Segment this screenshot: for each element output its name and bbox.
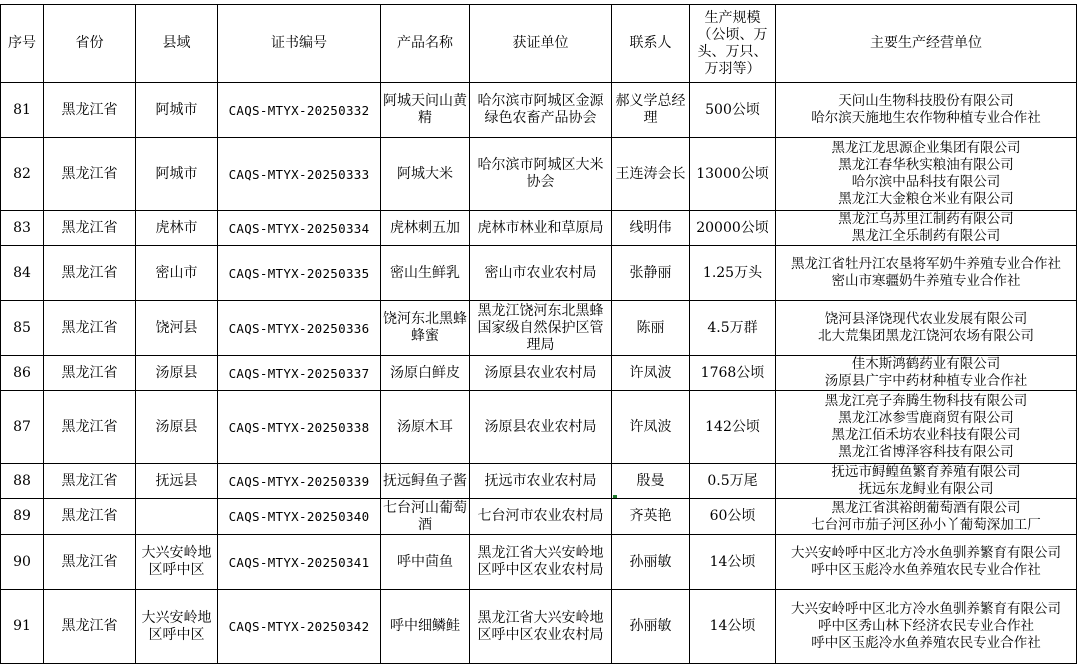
header-cell: 省份: [44, 5, 136, 83]
operator-name: 黑龙江大金粮仓米业有限公司: [838, 191, 1014, 207]
certified-unit-cell: 哈尔滨市阿城区金源绿色农畜产品协会: [470, 83, 612, 138]
province-cell: 黑龙江省: [44, 464, 136, 499]
product-name-cell: 呼中茴鱼: [381, 535, 470, 590]
row-number: 88: [1, 464, 44, 499]
county-cell: 大兴安岭地区呼中区: [136, 535, 218, 590]
scale-cell: 1.25万头: [690, 246, 776, 301]
table-body: [1, 83, 1077, 664]
row-number: 85: [1, 301, 44, 356]
table-row: [1, 356, 1077, 391]
operator-name: 哈尔滨天施地生农作物种植专业合作社: [811, 110, 1041, 126]
product-name-cell: 汤原木耳: [381, 391, 470, 464]
operator-name: 黑龙江省牡丹江农垦将军奶牛养殖专业合作社: [791, 256, 1061, 272]
county-cell: [136, 499, 218, 535]
cert-code-cell: CAQS-MTYX-20250336: [218, 301, 381, 356]
product-name-cell: 阿城大米: [381, 138, 470, 211]
certified-unit-cell: 哈尔滨市阿城区大米协会: [470, 138, 612, 211]
row-number: 81: [1, 83, 44, 138]
cert-code-cell: CAQS-MTYX-20250341: [218, 535, 381, 590]
product-name-cell: 呼中细鳞鲑: [381, 590, 470, 664]
operator-name: 黑龙江全乐制药有限公司: [851, 228, 1001, 244]
product-name-cell: 阿城天问山黄精: [381, 83, 470, 138]
scale-cell: 60公顷: [690, 499, 776, 535]
operator-name: 汤原县广宇中药材种植专业合作社: [824, 373, 1028, 389]
operator-name: 黑龙江佰禾坊农业科技有限公司: [831, 427, 1021, 443]
operator-name: 黑龙江春华秋实粮油有限公司: [838, 157, 1014, 173]
scale-cell: 20000公顷: [690, 211, 776, 246]
table-row: [1, 138, 1077, 211]
cert-code-cell: CAQS-MTYX-20250340: [218, 499, 381, 535]
certified-unit-cell: 汤原县农业农村局: [470, 391, 612, 464]
header-cell: 县域: [136, 5, 218, 83]
operators-cell: [776, 391, 1077, 464]
scale-cell: 13000公顷: [690, 138, 776, 211]
product-name-cell: 抚远鲟鱼子酱: [381, 464, 470, 499]
row-number: 82: [1, 138, 44, 211]
province-cell: 黑龙江省: [44, 301, 136, 356]
certified-unit-cell: 黑龙江省大兴安岭地区呼中区农业农村局: [470, 535, 612, 590]
operator-name: 呼中区玉彪冷水鱼养殖农民专业合作社: [811, 635, 1041, 651]
table-row: [1, 535, 1077, 590]
cert-code-cell: CAQS-MTYX-20250342: [218, 590, 381, 664]
cert-code-cell: CAQS-MTYX-20250338: [218, 391, 381, 464]
operator-name: 天问山生物科技股份有限公司: [838, 93, 1014, 109]
product-name-cell: 饶河东北黑蜂蜂蜜: [381, 301, 470, 356]
header-cell: 产品名称: [381, 5, 470, 83]
contact-cell: 许凤波: [612, 356, 690, 391]
contact-cell: 孙丽敏: [612, 535, 690, 590]
scale-cell: 500公顷: [690, 83, 776, 138]
contact-cell: 陈丽: [612, 301, 690, 356]
operator-name: 密山市寒疆奶牛养殖专业合作社: [831, 273, 1021, 289]
table-row: [1, 83, 1077, 138]
row-number: 90: [1, 535, 44, 590]
operators-cell: [776, 211, 1077, 246]
header-row: [1, 5, 1077, 83]
operator-name: 佳木斯鸿鹤药业有限公司: [851, 356, 1001, 372]
cert-code-cell: CAQS-MTYX-20250332: [218, 83, 381, 138]
county-cell: 饶河县: [136, 301, 218, 356]
certified-unit-cell: 黑龙江饶河东北黑蜂国家级自然保护区管理局: [470, 301, 612, 356]
table-row: [1, 301, 1077, 356]
cert-code-cell: CAQS-MTYX-20250339: [218, 464, 381, 499]
certified-unit-cell: 抚远市农业农村局: [470, 464, 612, 499]
table-row: [1, 464, 1077, 499]
contact-cell: 王连涛会长: [612, 138, 690, 211]
row-number: 84: [1, 246, 44, 301]
operator-name: 大兴安岭呼中区北方冷水鱼驯养繁育有限公司: [791, 601, 1061, 617]
certified-unit-cell: 虎林市林业和草原局: [470, 211, 612, 246]
county-cell: 阿城市: [136, 83, 218, 138]
operator-name: 大兴安岭呼中区北方冷水鱼驯养繁育有限公司: [791, 545, 1061, 561]
county-cell: 抚远县: [136, 464, 218, 499]
operators-cell: [776, 246, 1077, 301]
table-row: [1, 499, 1077, 535]
county-cell: 汤原县: [136, 356, 218, 391]
row-number: 86: [1, 356, 44, 391]
operator-name: 黑龙江龙思源企业集团有限公司: [831, 140, 1021, 156]
operator-name: 哈尔滨中品科技有限公司: [851, 174, 1001, 190]
table-row: [1, 211, 1077, 246]
cert-code-cell: CAQS-MTYX-20250333: [218, 138, 381, 211]
operator-name: 呼中区玉彪冷水鱼养殖农民专业合作社: [811, 562, 1041, 578]
county-cell: 大兴安岭地区呼中区: [136, 590, 218, 664]
province-cell: 黑龙江省: [44, 83, 136, 138]
operator-name: 抚远市鲟鳇鱼繁育养殖有限公司: [831, 464, 1021, 480]
operators-cell: [776, 356, 1077, 391]
certified-unit-cell: 七台河市农业农村局: [470, 499, 612, 535]
contact-cell: 线明伟: [612, 211, 690, 246]
product-name-cell: 七台河山葡萄酒: [381, 499, 470, 535]
operators-cell: [776, 499, 1077, 535]
operator-name: 北大荒集团黑龙江饶河农场有限公司: [818, 328, 1034, 344]
operator-name: 黑龙江冰参雪鹿商贸有限公司: [838, 410, 1014, 426]
operators-cell: [776, 138, 1077, 211]
scale-cell: 4.5万群: [690, 301, 776, 356]
cert-code-cell: CAQS-MTYX-20250337: [218, 356, 381, 391]
certificate-table: [0, 4, 1077, 664]
province-cell: 黑龙江省: [44, 211, 136, 246]
contact-cell: 孙丽敏: [612, 590, 690, 664]
operator-name: 呼中区秀山林下经济农民专业合作社: [818, 618, 1034, 634]
province-cell: 黑龙江省: [44, 246, 136, 301]
operator-name: 黑龙江亮子奔腾生物科技有限公司: [824, 393, 1028, 409]
contact-cell: 殷曼: [612, 464, 690, 499]
scale-cell: 14公顷: [690, 590, 776, 664]
table-row: [1, 246, 1077, 301]
header-cell: 获证单位: [470, 5, 612, 83]
product-name-cell: 密山生鲜乳: [381, 246, 470, 301]
province-cell: 黑龙江省: [44, 356, 136, 391]
row-number: 87: [1, 391, 44, 464]
certified-unit-cell: 黑龙江省大兴安岭地区呼中区农业农村局: [470, 590, 612, 664]
county-cell: 密山市: [136, 246, 218, 301]
county-cell: 阿城市: [136, 138, 218, 211]
table-row: [1, 391, 1077, 464]
operator-name: 抚远东龙鲟业有限公司: [858, 481, 994, 497]
operator-name: 饶河县泽饶现代农业发展有限公司: [824, 311, 1028, 327]
header-cell: 证书编号: [218, 5, 381, 83]
contact-cell: 许凤波: [612, 391, 690, 464]
scale-cell: 14公顷: [690, 535, 776, 590]
product-name-cell: 汤原白鲜皮: [381, 356, 470, 391]
county-cell: 虎林市: [136, 211, 218, 246]
operators-cell: [776, 464, 1077, 499]
operators-cell: [776, 590, 1077, 664]
contact-cell: 张静丽: [612, 246, 690, 301]
province-cell: 黑龙江省: [44, 535, 136, 590]
certified-unit-cell: 汤原县农业农村局: [470, 356, 612, 391]
operator-name: 黑龙江乌苏里江制药有限公司: [838, 211, 1014, 227]
operator-name: 黑龙江省淇裕朗葡萄酒有限公司: [831, 499, 1021, 516]
cell-comment-marker: [613, 495, 617, 498]
province-cell: 黑龙江省: [44, 138, 136, 211]
contact-cell: 郝义学总经理: [612, 83, 690, 138]
cert-code-cell: CAQS-MTYX-20250335: [218, 246, 381, 301]
operators-cell: [776, 535, 1077, 590]
scale-cell: 1768公顷: [690, 356, 776, 391]
certified-unit-cell: 密山市农业农村局: [470, 246, 612, 301]
scale-cell: 0.5万尾: [690, 464, 776, 499]
operator-name: 黑龙江省博泽容科技有限公司: [838, 444, 1014, 460]
header-cell: 联系人: [612, 5, 690, 83]
province-cell: 黑龙江省: [44, 499, 136, 535]
province-cell: 黑龙江省: [44, 590, 136, 664]
header-cell: 序号: [1, 5, 44, 83]
header-cell: 主要生产经营单位: [776, 5, 1077, 83]
row-number: 83: [1, 211, 44, 246]
operator-name: 七台河市茄子河区孙小丫葡萄深加工厂: [811, 516, 1041, 533]
scale-cell: 142公顷: [690, 391, 776, 464]
cert-code-cell: CAQS-MTYX-20250334: [218, 211, 381, 246]
table-row: [1, 590, 1077, 664]
operators-cell: [776, 83, 1077, 138]
row-number: 89: [1, 499, 44, 535]
county-cell: 汤原县: [136, 391, 218, 464]
contact-cell: 齐英艳: [612, 499, 690, 535]
province-cell: 黑龙江省: [44, 391, 136, 464]
header-cell: 生产规模（公顷、万头、万只、万羽等）: [690, 5, 776, 83]
operators-cell: [776, 301, 1077, 356]
row-number: 91: [1, 590, 44, 664]
product-name-cell: 虎林刺五加: [381, 211, 470, 246]
